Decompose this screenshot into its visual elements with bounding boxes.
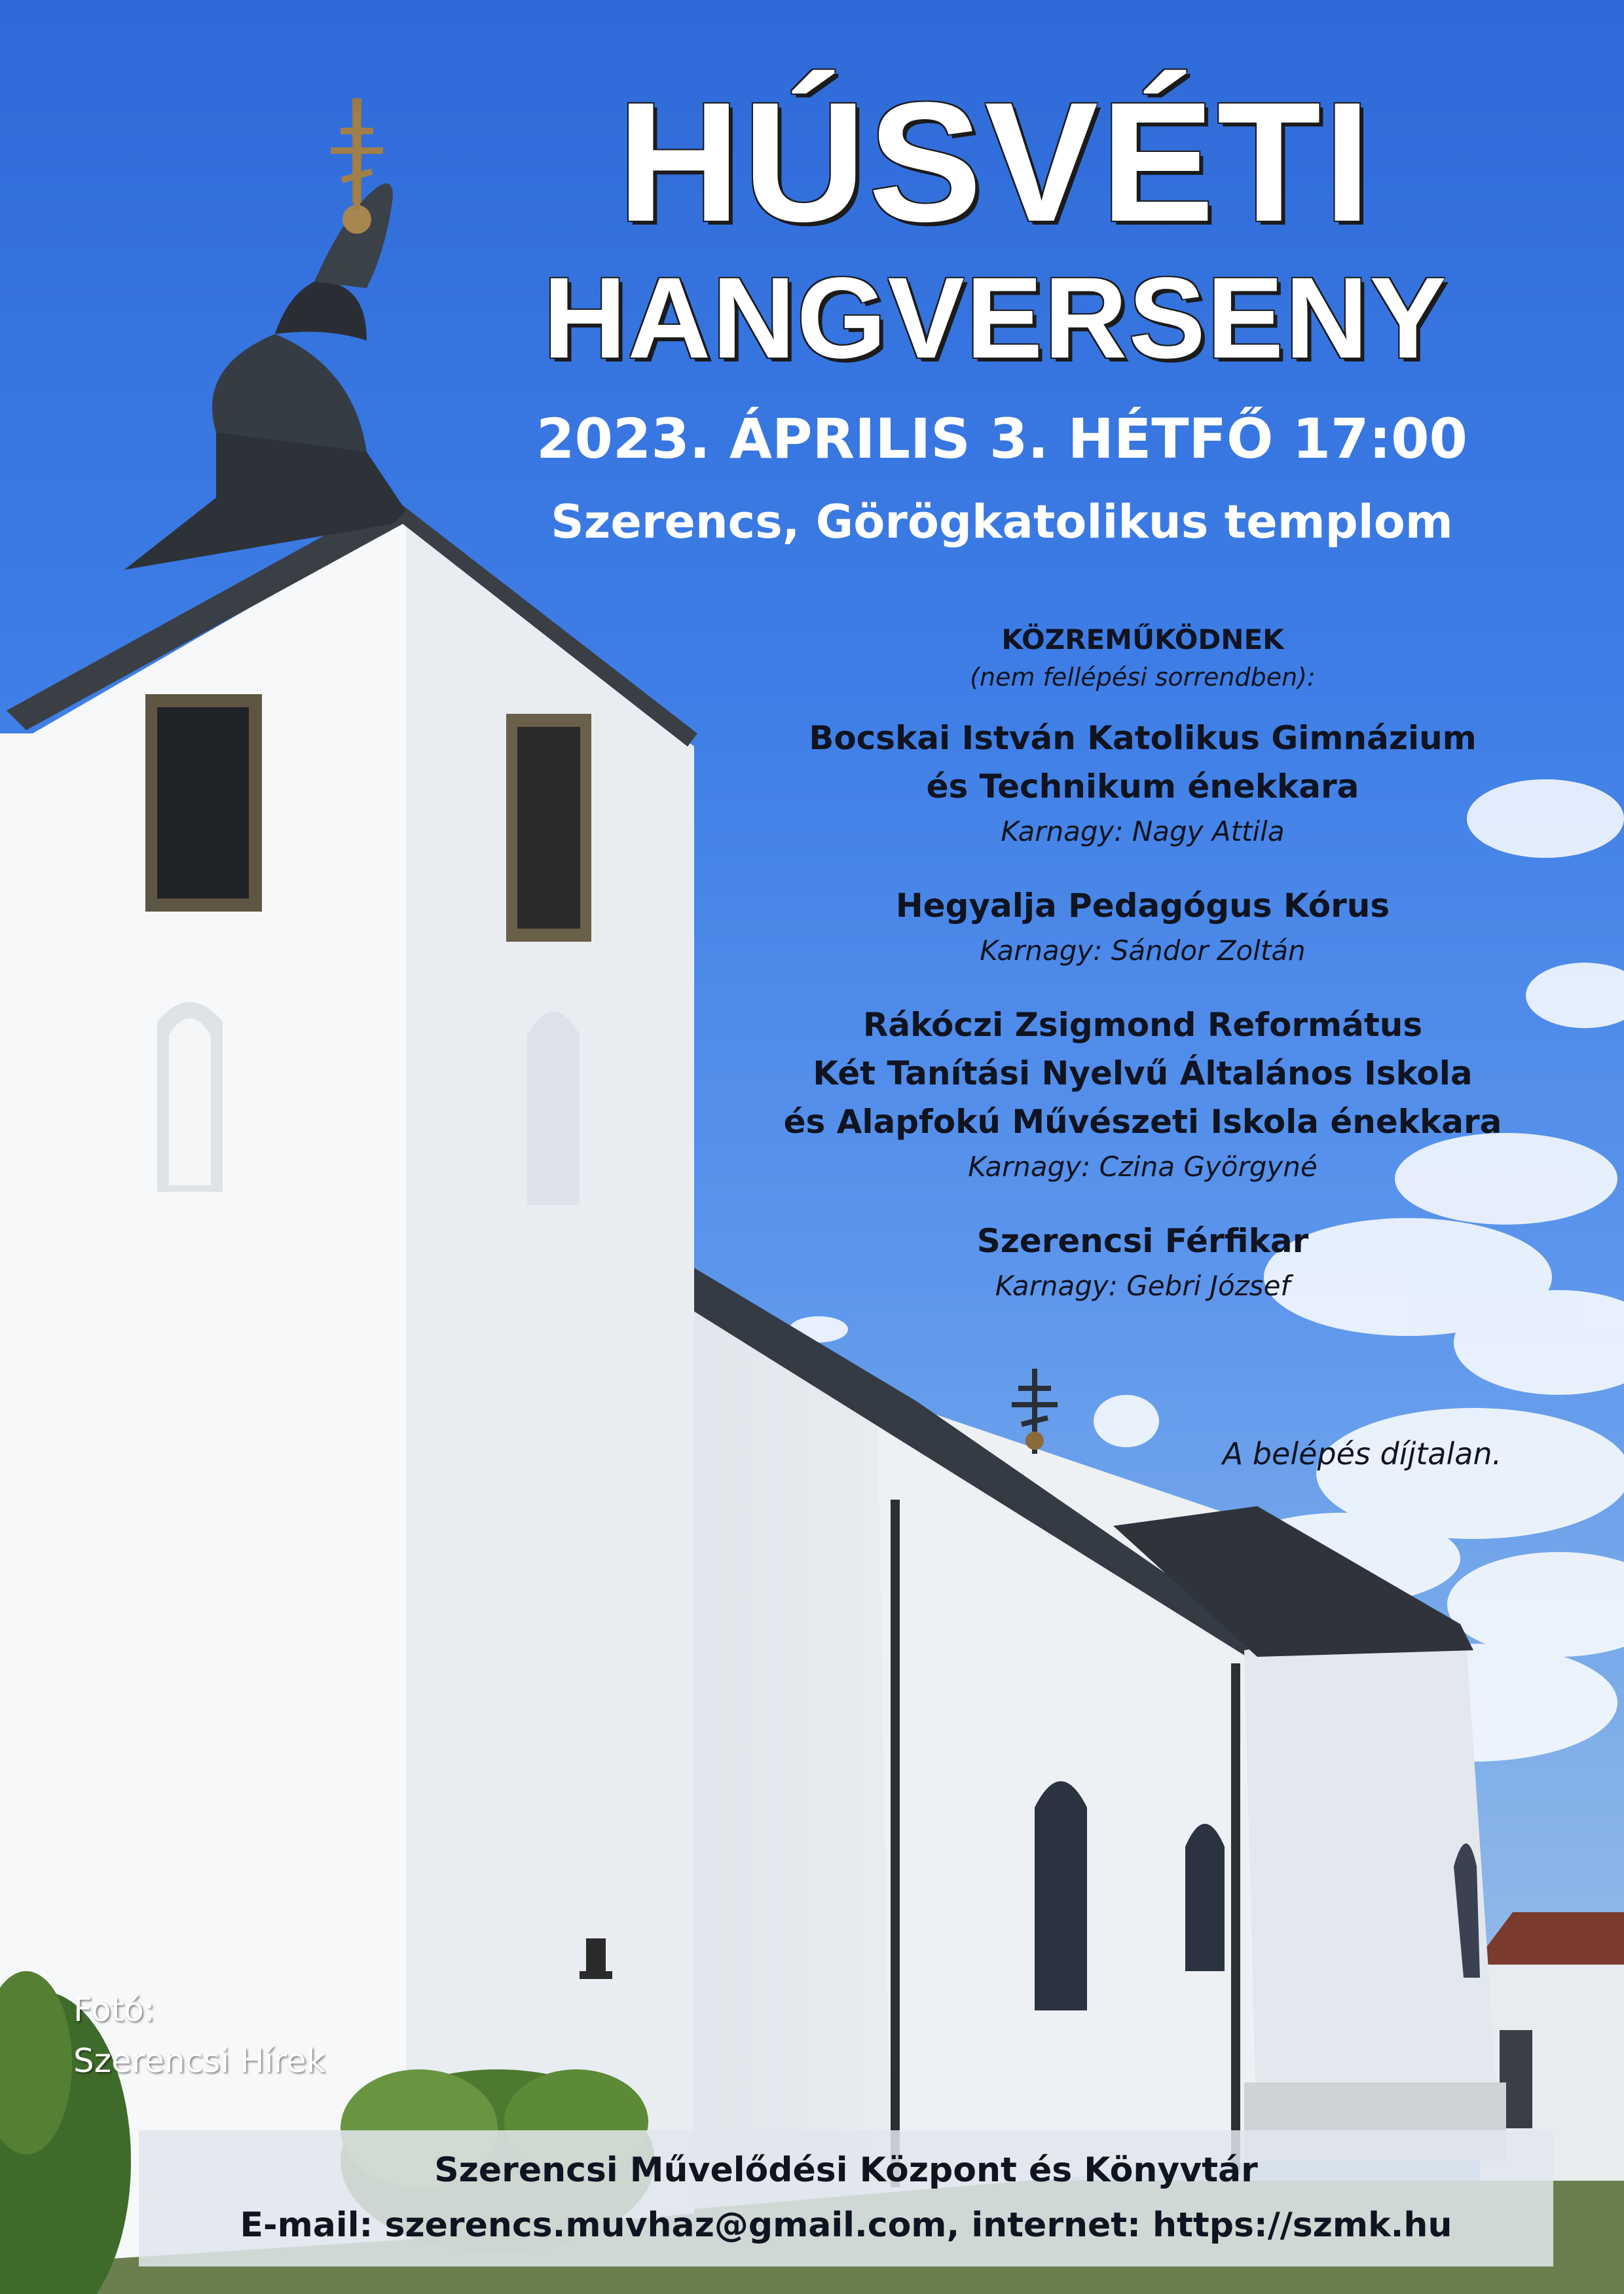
photo-credit <box>73 1984 325 2086</box>
performer-name-line: Szerencsi Férfikar <box>976 1222 1309 1260</box>
conductor: Karnagy: Nagy Attila <box>1001 815 1285 847</box>
performers-heading: KÖZREMŰKÖDNEK <box>1001 623 1284 656</box>
conductor: Karnagy: Czina Györgyné <box>968 1151 1318 1183</box>
title-line-2: HANGVERSENY <box>543 254 1448 382</box>
photo-credit-label: Fotó: <box>73 1991 155 2029</box>
orthodox-cross-icon <box>1012 1369 1058 1454</box>
performer-group <box>720 714 1565 853</box>
performer-group <box>720 881 1565 972</box>
organizer-name: Szerencsi Művelődési Központ és Könyvtár <box>434 2151 1258 2190</box>
event-date: 2023. ÁPRILIS 3. HÉTFŐ 17:00 <box>536 407 1467 471</box>
event-venue: Szerencs, Görögkatolikus templom <box>551 495 1453 549</box>
performer-name-line: és Alapfokú Művészeti Iskola énekkara <box>783 1103 1502 1141</box>
footer-box <box>139 2130 1553 2266</box>
admission-note: A belépés díjtalan. <box>1222 1436 1502 1471</box>
photo-credit-name: Szerencsi Hírek <box>73 2042 325 2080</box>
conductor: Karnagy: Gebri József <box>995 1270 1291 1302</box>
performer-name-line: és Technikum énekkara <box>926 768 1359 805</box>
conductor: Karnagy: Sándor Zoltán <box>980 934 1306 967</box>
performer-group <box>720 1001 1565 1188</box>
performer-group <box>720 1217 1565 1307</box>
performer-name-line: Hegyalja Pedagógus Kórus <box>895 887 1390 925</box>
performer-name-line: Rákóczi Zsigmond Református <box>862 1006 1423 1044</box>
performers-block <box>720 621 1565 1307</box>
performer-name-line: Bocskai István Katolikus Gimnázium <box>809 719 1477 757</box>
title-line-1: HÚSVÉTI <box>617 67 1374 257</box>
house-roof <box>1473 1912 1624 1965</box>
performers-subheading: (nem fellépési sorrendben): <box>970 663 1316 692</box>
performer-name-line: Két Tanítási Nyelvű Általános Iskola <box>813 1054 1473 1092</box>
organizer-contact: E-mail: szerencs.muvhaz@gmail.com, internet: https://szmk.hu <box>240 2206 1452 2245</box>
